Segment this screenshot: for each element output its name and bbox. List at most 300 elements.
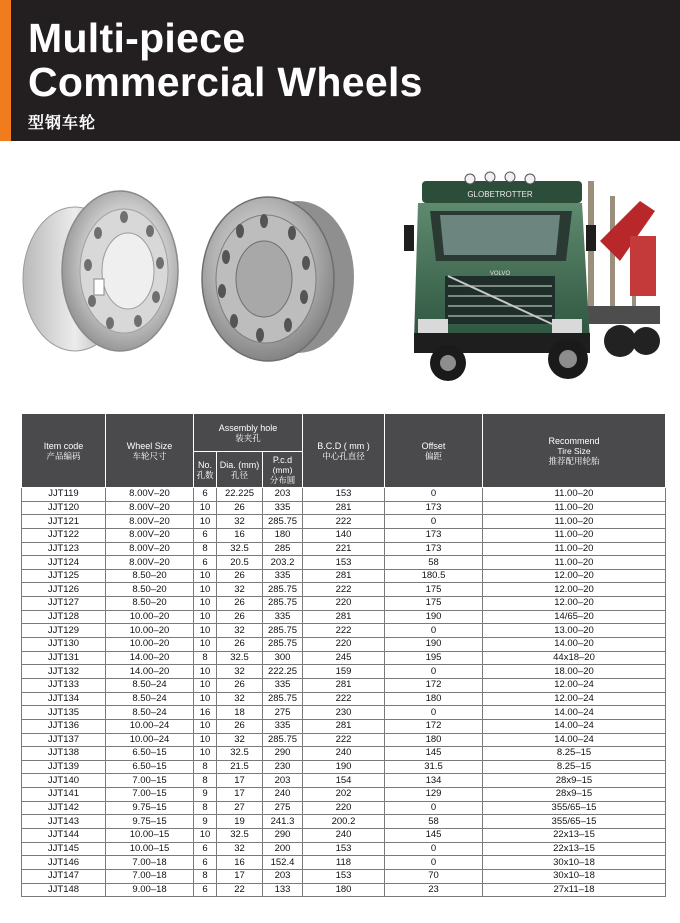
cell-item-code: JJT144 (22, 829, 106, 843)
table-row (22, 747, 666, 761)
cell-item-code: JJT140 (22, 774, 106, 788)
cell-bcd: 220 (303, 801, 385, 815)
cell-bcd: 159 (303, 665, 385, 679)
cell-item-code: JJT135 (22, 706, 106, 720)
spec-table (21, 413, 666, 897)
cell-tire-size: 18.00–20 (483, 665, 666, 679)
cell-item-code: JJT136 (22, 719, 106, 733)
spec-table-container (21, 413, 665, 897)
product-photos (0, 141, 680, 411)
cell-item-code: JJT147 (22, 869, 106, 883)
cell-offset: 180.5 (385, 569, 483, 583)
table-row (22, 706, 666, 720)
cell-wheel-size: 14.00–20 (106, 651, 194, 665)
table-row (22, 488, 666, 502)
cell-hole-no: 9 (194, 815, 217, 829)
wheel-photo-2 (202, 197, 354, 361)
cell-tire-size: 30x10–18 (483, 869, 666, 883)
title-line-2: Commercial Wheels (28, 59, 423, 105)
cell-wheel-size: 6.50–15 (106, 747, 194, 761)
cell-bcd: 281 (303, 569, 385, 583)
cell-tire-size: 11.00–20 (483, 556, 666, 570)
cell-item-code: JJT119 (22, 488, 106, 502)
cell-wheel-size: 9.00–18 (106, 883, 194, 897)
cell-bcd: 281 (303, 610, 385, 624)
cell-wheel-size: 7.00–15 (106, 788, 194, 802)
cell-wheel-size: 8.00V–20 (106, 501, 194, 515)
cell-hole-no: 10 (194, 624, 217, 638)
cell-item-code: JJT134 (22, 692, 106, 706)
cell-offset: 129 (385, 788, 483, 802)
table-row (22, 569, 666, 583)
cell-item-code: JJT122 (22, 528, 106, 542)
cell-wheel-size: 10.00–20 (106, 638, 194, 652)
cell-wheel-size: 10.00–24 (106, 733, 194, 747)
cell-item-code: JJT137 (22, 733, 106, 747)
cell-tire-size: 11.00–20 (483, 542, 666, 556)
header-recommend-cn: 推荐配用轮胎 (548, 455, 600, 466)
cell-item-code: JJT129 (22, 624, 106, 638)
cell-hole-pcd: 290 (263, 829, 303, 843)
cell-offset: 134 (385, 774, 483, 788)
cell-hole-pcd: 222.25 (263, 665, 303, 679)
cell-tire-size: 355/65–15 (483, 801, 666, 815)
wheel-photo-1 (23, 191, 178, 351)
header-bcd-en: B.C.D ( mm ) (317, 440, 370, 451)
cell-wheel-size: 10.00–20 (106, 610, 194, 624)
table-row (22, 842, 666, 856)
cell-tire-size: 28x9–15 (483, 774, 666, 788)
cell-tire-size: 22x13–15 (483, 842, 666, 856)
cell-hole-pcd: 285.75 (263, 638, 303, 652)
table-row (22, 542, 666, 556)
cell-offset: 172 (385, 719, 483, 733)
cell-tire-size: 14.00–24 (483, 706, 666, 720)
cell-offset: 0 (385, 856, 483, 870)
header-hole-pcd-en: P.c.d (272, 454, 293, 465)
header-offset-cn: 偏距 (424, 450, 442, 461)
cell-hole-no: 10 (194, 638, 217, 652)
cell-bcd: 222 (303, 624, 385, 638)
truck-brand-text: VOLVO (489, 271, 511, 277)
cell-hole-dia: 22 (217, 883, 263, 897)
subtitle-chinese: 型钢车轮 (28, 115, 97, 132)
cell-bcd: 240 (303, 829, 385, 843)
cell-hole-pcd: 241.3 (263, 815, 303, 829)
cell-tire-size: 14.00–24 (483, 733, 666, 747)
cell-tire-size: 11.00–20 (483, 515, 666, 529)
cell-hole-pcd: 285.75 (263, 583, 303, 597)
cell-hole-no: 8 (194, 774, 217, 788)
cell-hole-dia: 20.5 (217, 556, 263, 570)
cell-hole-pcd: 203.2 (263, 556, 303, 570)
cell-wheel-size: 8.00V–20 (106, 488, 194, 502)
cell-bcd: 245 (303, 651, 385, 665)
cell-hole-dia: 26 (217, 597, 263, 611)
cell-item-code: JJT143 (22, 815, 106, 829)
cell-offset: 0 (385, 842, 483, 856)
cell-wheel-size: 7.00–18 (106, 856, 194, 870)
table-row (22, 528, 666, 542)
cell-hole-no: 10 (194, 719, 217, 733)
cell-item-code: JJT139 (22, 760, 106, 774)
cell-wheel-size: 8.50–24 (106, 678, 194, 692)
cell-item-code: JJT125 (22, 569, 106, 583)
cell-hole-no: 6 (194, 856, 217, 870)
cell-bcd: 221 (303, 542, 385, 556)
cell-hole-pcd: 285.75 (263, 597, 303, 611)
cell-tire-size: 44x18–20 (483, 651, 666, 665)
cell-hole-dia: 32 (217, 624, 263, 638)
cell-hole-no: 10 (194, 610, 217, 624)
cell-tire-size: 14/65–20 (483, 610, 666, 624)
table-row (22, 829, 666, 843)
cell-offset: 0 (385, 706, 483, 720)
table-row (22, 678, 666, 692)
header-wheel-size-en: Wheel Size (126, 440, 173, 451)
cell-wheel-size: 14.00–20 (106, 665, 194, 679)
cell-hole-pcd: 285.75 (263, 733, 303, 747)
cell-item-code: JJT138 (22, 747, 106, 761)
cell-hole-no: 9 (194, 788, 217, 802)
header-recommend-tire (483, 414, 666, 488)
cell-wheel-size: 8.00V–20 (106, 542, 194, 556)
cell-hole-dia: 32 (217, 842, 263, 856)
cell-hole-pcd: 335 (263, 610, 303, 624)
table-row (22, 869, 666, 883)
cell-hole-no: 16 (194, 706, 217, 720)
cell-hole-pcd: 200 (263, 842, 303, 856)
cell-bcd: 154 (303, 774, 385, 788)
cell-hole-pcd: 290 (263, 747, 303, 761)
cell-hole-no: 10 (194, 569, 217, 583)
cell-hole-no: 8 (194, 542, 217, 556)
cell-hole-pcd: 300 (263, 651, 303, 665)
cell-bcd: 281 (303, 501, 385, 515)
cell-item-code: JJT141 (22, 788, 106, 802)
header-hole-dia-en: Dia. (mm) (219, 459, 260, 470)
table-row (22, 610, 666, 624)
cell-wheel-size: 8.00V–20 (106, 515, 194, 529)
cell-item-code: JJT127 (22, 597, 106, 611)
cell-hole-no: 6 (194, 556, 217, 570)
cell-hole-pcd: 180 (263, 528, 303, 542)
table-row (22, 583, 666, 597)
cell-hole-dia: 17 (217, 774, 263, 788)
cell-hole-no: 6 (194, 842, 217, 856)
cell-bcd: 222 (303, 692, 385, 706)
table-row (22, 597, 666, 611)
cell-item-code: JJT123 (22, 542, 106, 556)
cell-hole-dia: 19 (217, 815, 263, 829)
table-row (22, 788, 666, 802)
cell-bcd: 222 (303, 583, 385, 597)
cell-wheel-size: 8.50–20 (106, 569, 194, 583)
cell-hole-dia: 26 (217, 678, 263, 692)
cell-hole-dia: 22.225 (217, 488, 263, 502)
table-row (22, 515, 666, 529)
cell-offset: 0 (385, 488, 483, 502)
spec-table-body (22, 488, 666, 897)
cell-tire-size: 12.00–24 (483, 692, 666, 706)
cell-hole-dia: 26 (217, 719, 263, 733)
cell-hole-dia: 17 (217, 869, 263, 883)
cell-offset: 0 (385, 665, 483, 679)
header-hole-pcd-unit: (mm) (272, 464, 293, 475)
cell-offset: 0 (385, 801, 483, 815)
table-row (22, 801, 666, 815)
cell-hole-pcd: 335 (263, 719, 303, 733)
header-assembly-hole (194, 414, 303, 452)
cell-offset: 58 (385, 556, 483, 570)
cell-tire-size: 11.00–20 (483, 528, 666, 542)
header-bcd (303, 414, 385, 488)
cell-hole-dia: 32 (217, 515, 263, 529)
cell-wheel-size: 9.75–15 (106, 801, 194, 815)
header-assembly-hole-en: Assembly hole (218, 422, 278, 433)
truck-grille-text: GLOBETROTTER (467, 190, 533, 199)
header-tire-size-en: Tire Size (557, 445, 591, 456)
cell-offset: 58 (385, 815, 483, 829)
cell-wheel-size: 10.00–20 (106, 624, 194, 638)
cell-hole-pcd: 285.75 (263, 624, 303, 638)
cell-offset: 180 (385, 692, 483, 706)
table-row (22, 665, 666, 679)
header-wheel-size (106, 414, 194, 488)
cell-hole-dia: 32.5 (217, 542, 263, 556)
orange-accent-bar (0, 0, 11, 141)
cell-bcd: 153 (303, 488, 385, 502)
cell-bcd: 153 (303, 842, 385, 856)
cell-item-code: JJT133 (22, 678, 106, 692)
cell-bcd: 153 (303, 869, 385, 883)
cell-bcd: 220 (303, 638, 385, 652)
cell-tire-size: 12.00–20 (483, 569, 666, 583)
header-assembly-hole-cn: 装夹孔 (235, 432, 261, 443)
cell-item-code: JJT146 (22, 856, 106, 870)
cell-bcd: 281 (303, 719, 385, 733)
cell-bcd: 220 (303, 597, 385, 611)
table-row (22, 638, 666, 652)
table-row (22, 719, 666, 733)
cell-offset: 23 (385, 883, 483, 897)
cell-offset: 172 (385, 678, 483, 692)
cell-offset: 195 (385, 651, 483, 665)
cell-item-code: JJT130 (22, 638, 106, 652)
header-wheel-size-cn: 车轮尺寸 (132, 450, 167, 461)
cell-tire-size: 28x9–15 (483, 788, 666, 802)
cell-offset: 145 (385, 829, 483, 843)
table-row (22, 501, 666, 515)
cell-hole-dia: 27 (217, 801, 263, 815)
cell-wheel-size: 8.00V–20 (106, 528, 194, 542)
cell-item-code: JJT148 (22, 883, 106, 897)
cell-tire-size: 27x11–18 (483, 883, 666, 897)
table-row (22, 624, 666, 638)
cell-offset: 180 (385, 733, 483, 747)
table-row (22, 760, 666, 774)
cell-wheel-size: 10.00–15 (106, 842, 194, 856)
cell-hole-no: 8 (194, 869, 217, 883)
cell-item-code: JJT126 (22, 583, 106, 597)
cell-bcd: 240 (303, 747, 385, 761)
cell-bcd: 230 (303, 706, 385, 720)
cell-wheel-size: 9.75–15 (106, 815, 194, 829)
cell-bcd: 140 (303, 528, 385, 542)
cell-hole-dia: 32 (217, 665, 263, 679)
cell-offset: 190 (385, 610, 483, 624)
cell-tire-size: 11.00–20 (483, 501, 666, 515)
cell-offset: 0 (385, 515, 483, 529)
cell-hole-dia: 21.5 (217, 760, 263, 774)
cell-bcd: 118 (303, 856, 385, 870)
cell-bcd: 200.2 (303, 815, 385, 829)
cell-hole-no: 6 (194, 883, 217, 897)
cell-offset: 175 (385, 583, 483, 597)
cell-bcd: 281 (303, 678, 385, 692)
header-banner (0, 0, 680, 141)
cell-tire-size: 8.25–15 (483, 747, 666, 761)
cell-hole-dia: 32 (217, 583, 263, 597)
cell-item-code: JJT132 (22, 665, 106, 679)
cell-hole-dia: 32 (217, 733, 263, 747)
cell-wheel-size: 7.00–18 (106, 869, 194, 883)
table-row (22, 883, 666, 897)
cell-offset: 0 (385, 624, 483, 638)
cell-hole-dia: 32.5 (217, 829, 263, 843)
table-row (22, 774, 666, 788)
cell-hole-pcd: 240 (263, 788, 303, 802)
cell-offset: 31.5 (385, 760, 483, 774)
title-line-1: Multi-piece (28, 15, 246, 61)
cell-hole-no: 6 (194, 528, 217, 542)
cell-wheel-size: 8.50–24 (106, 692, 194, 706)
header-recommend-en: Recommend (548, 435, 600, 446)
header-offset-en: Offset (421, 440, 446, 451)
cell-item-code: JJT124 (22, 556, 106, 570)
cell-bcd: 180 (303, 883, 385, 897)
cell-hole-pcd: 203 (263, 869, 303, 883)
cell-hole-no: 8 (194, 760, 217, 774)
cell-item-code: JJT120 (22, 501, 106, 515)
cell-hole-pcd: 275 (263, 801, 303, 815)
cell-hole-dia: 26 (217, 569, 263, 583)
header-hole-pcd (263, 452, 303, 488)
cell-offset: 145 (385, 747, 483, 761)
cell-offset: 173 (385, 528, 483, 542)
cell-tire-size: 12.00–24 (483, 678, 666, 692)
cell-offset: 190 (385, 638, 483, 652)
header-hole-pcd-cn: 分布圆 (269, 474, 296, 485)
header-hole-no-cn: 孔数 (196, 469, 214, 480)
cell-offset: 173 (385, 542, 483, 556)
header-item-code (22, 414, 106, 488)
cell-tire-size: 30x10–18 (483, 856, 666, 870)
table-row (22, 692, 666, 706)
cell-hole-pcd: 335 (263, 678, 303, 692)
cell-bcd: 190 (303, 760, 385, 774)
cell-hole-pcd: 203 (263, 488, 303, 502)
cell-hole-no: 10 (194, 665, 217, 679)
cell-hole-dia: 16 (217, 856, 263, 870)
cell-hole-pcd: 203 (263, 774, 303, 788)
header-item-code-en: Item code (43, 440, 84, 451)
cell-wheel-size: 6.50–15 (106, 760, 194, 774)
cell-wheel-size: 8.50–20 (106, 583, 194, 597)
cell-hole-dia: 32.5 (217, 651, 263, 665)
cell-wheel-size: 10.00–24 (106, 719, 194, 733)
cell-offset: 70 (385, 869, 483, 883)
header-item-code-cn: 产品编码 (46, 450, 81, 461)
table-row (22, 815, 666, 829)
cell-hole-pcd: 335 (263, 569, 303, 583)
table-row (22, 856, 666, 870)
cell-hole-no: 6 (194, 488, 217, 502)
header-hole-dia (217, 452, 263, 488)
cell-hole-no: 10 (194, 501, 217, 515)
cell-item-code: JJT145 (22, 842, 106, 856)
cell-hole-no: 10 (194, 829, 217, 843)
cell-hole-pcd: 285 (263, 542, 303, 556)
cell-hole-pcd: 230 (263, 760, 303, 774)
cell-hole-no: 10 (194, 747, 217, 761)
cell-hole-dia: 26 (217, 638, 263, 652)
cell-hole-pcd: 285.75 (263, 515, 303, 529)
cell-hole-dia: 16 (217, 528, 263, 542)
cell-hole-pcd: 152.4 (263, 856, 303, 870)
cell-offset: 175 (385, 597, 483, 611)
cell-hole-dia: 32 (217, 692, 263, 706)
cell-tire-size: 14.00–24 (483, 719, 666, 733)
cell-tire-size: 12.00–20 (483, 597, 666, 611)
cell-hole-dia: 32.5 (217, 747, 263, 761)
truck-photo (404, 172, 660, 381)
cell-wheel-size: 10.00–15 (106, 829, 194, 843)
cell-hole-no: 10 (194, 678, 217, 692)
cell-hole-pcd: 275 (263, 706, 303, 720)
header-hole-dia-cn: 孔径 (230, 469, 248, 480)
cell-hole-pcd: 285.75 (263, 692, 303, 706)
cell-tire-size: 14.00–20 (483, 638, 666, 652)
cell-bcd: 222 (303, 733, 385, 747)
cell-wheel-size: 8.50–20 (106, 597, 194, 611)
cell-wheel-size: 8.50–24 (106, 706, 194, 720)
table-row (22, 733, 666, 747)
cell-hole-no: 10 (194, 515, 217, 529)
cell-wheel-size: 8.00V–20 (106, 556, 194, 570)
cell-tire-size: 11.00–20 (483, 488, 666, 502)
header-bcd-cn: 中心孔直径 (322, 450, 365, 461)
cell-wheel-size: 7.00–15 (106, 774, 194, 788)
table-row (22, 651, 666, 665)
cell-bcd: 222 (303, 515, 385, 529)
cell-hole-dia: 17 (217, 788, 263, 802)
cell-hole-pcd: 335 (263, 501, 303, 515)
cell-hole-no: 10 (194, 597, 217, 611)
cell-hole-no: 10 (194, 583, 217, 597)
cell-hole-pcd: 133 (263, 883, 303, 897)
cell-hole-no: 10 (194, 692, 217, 706)
cell-item-code: JJT131 (22, 651, 106, 665)
cell-offset: 173 (385, 501, 483, 515)
cell-tire-size: 12.00–20 (483, 583, 666, 597)
cell-bcd: 153 (303, 556, 385, 570)
table-row (22, 556, 666, 570)
cell-item-code: JJT142 (22, 801, 106, 815)
cell-tire-size: 8.25–15 (483, 760, 666, 774)
cell-tire-size: 13.00–20 (483, 624, 666, 638)
cell-hole-dia: 26 (217, 501, 263, 515)
